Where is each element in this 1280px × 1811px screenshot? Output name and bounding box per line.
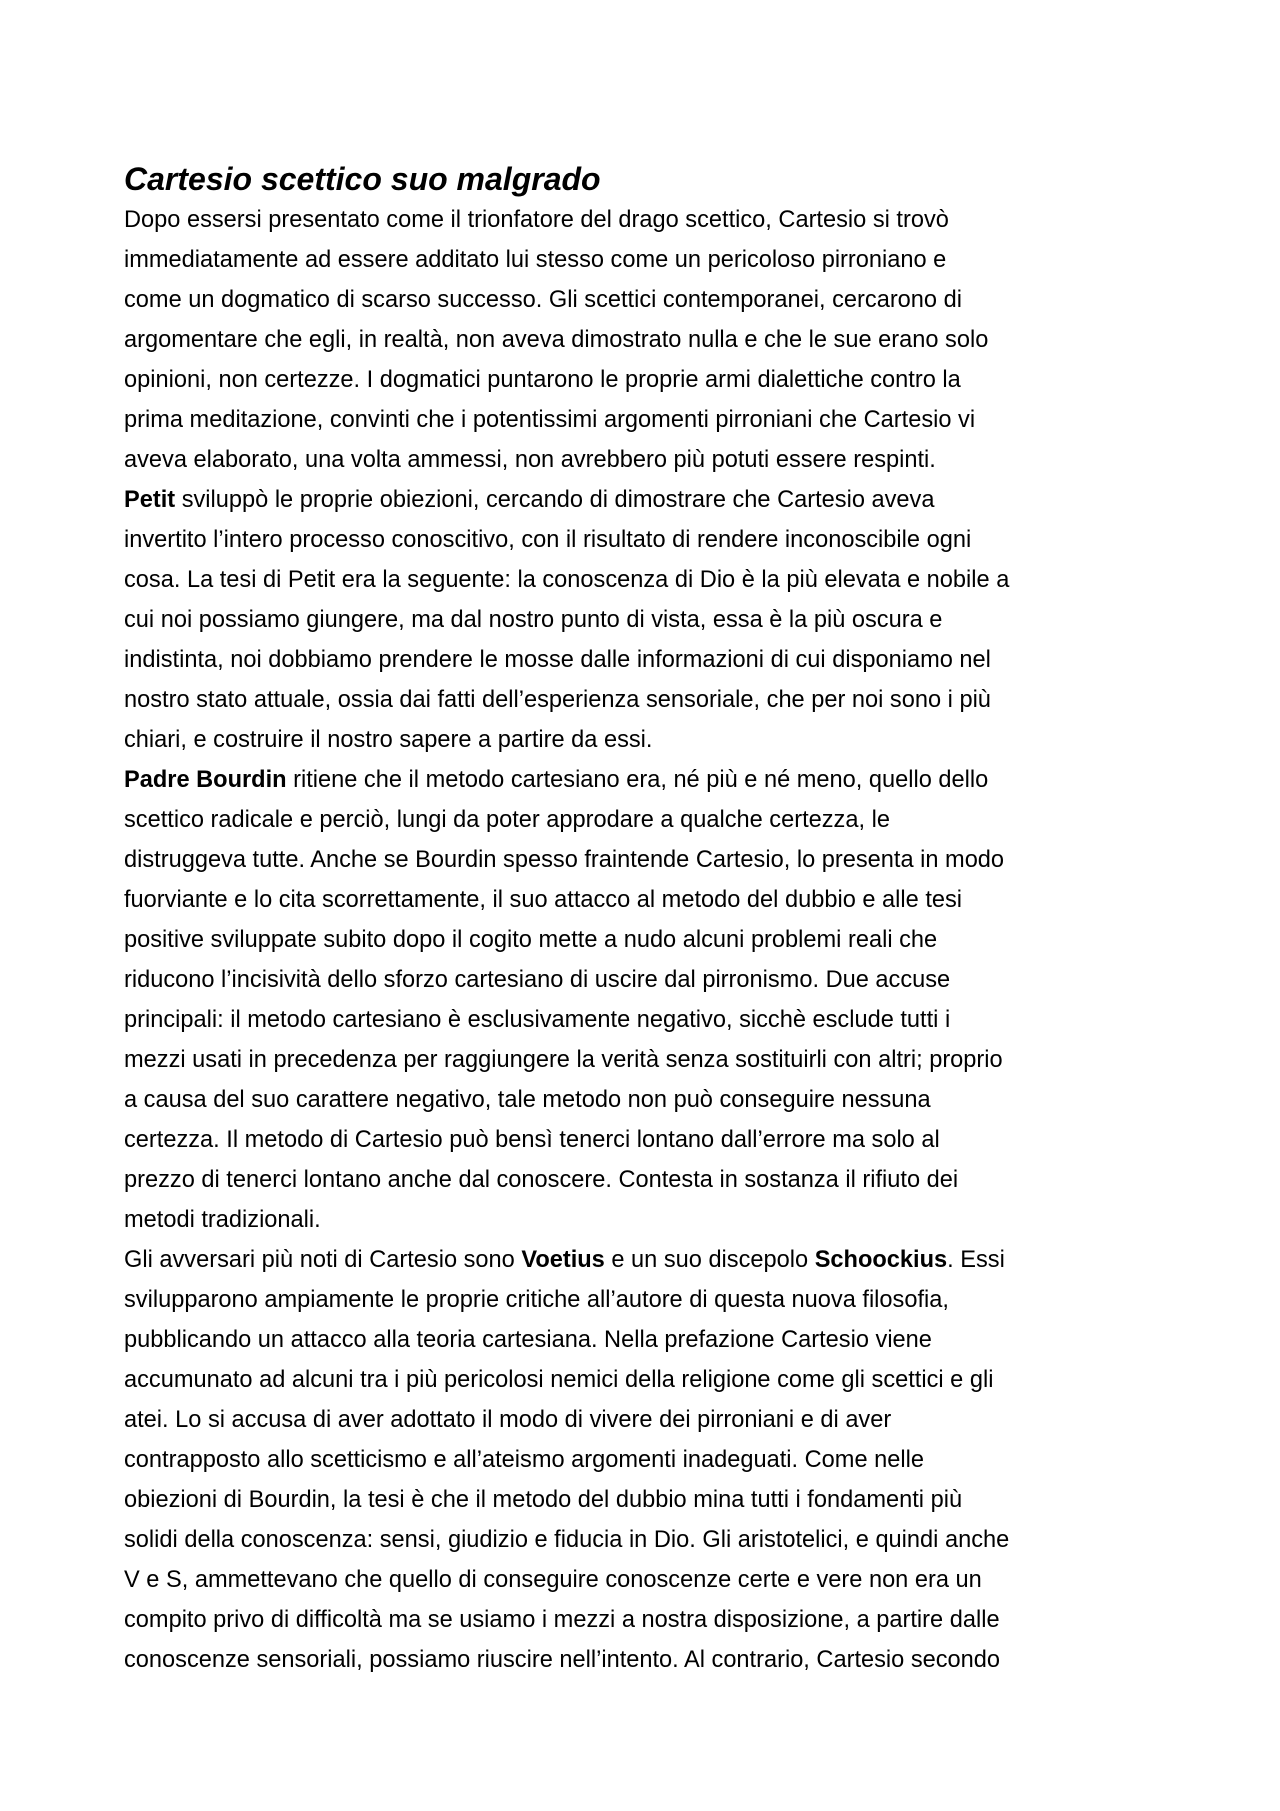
bold-name: Voetius — [521, 1247, 605, 1273]
text-segment: principali: il metodo cartesiano è esclusivamente negativo, sicchè esclude tutti i — [124, 1007, 951, 1033]
text-segment: invertito l’intero processo conoscitivo, con il risultato di rendere inconoscibile ogni — [124, 527, 972, 553]
text-line — [124, 1480, 1174, 1520]
document-body — [124, 200, 1174, 1680]
text-line — [124, 1080, 1174, 1120]
text-segment: certezza. Il metodo di Cartesio può bensì tenerci lontano dall’errore ma solo al — [124, 1127, 940, 1153]
text-line — [124, 280, 1174, 320]
text-line — [124, 1640, 1174, 1680]
bold-name: Padre Bourdin — [124, 767, 287, 793]
text-segment: . Essi — [947, 1247, 1005, 1273]
text-segment: chiari, e costruire il nostro sapere a partire da essi. — [124, 727, 653, 753]
text-line — [124, 400, 1174, 440]
text-segment: scettico radicale e perciò, lungi da poter approdare a qualche certezza, le — [124, 807, 890, 833]
text-line — [124, 840, 1174, 880]
text-line — [124, 1400, 1174, 1440]
text-segment: metodi tradizionali. — [124, 1207, 321, 1233]
text-segment: compito privo di difficoltà ma se usiamo i mezzi a nostra disposizione, a partire dalle — [124, 1607, 1000, 1633]
text-segment: riducono l’incisività dello sforzo cartesiano di uscire dal pirronismo. Due accuse — [124, 967, 951, 993]
text-segment: cui noi possiamo giungere, ma dal nostro punto di vista, essa è la più oscura e — [124, 607, 943, 633]
text-segment: V e S, ammettevano che quello di conseguire conoscenze certe e vere non era un — [124, 1567, 982, 1593]
document-title: Cartesio scettico suo malgrado — [124, 161, 601, 197]
text-line — [124, 1280, 1174, 1320]
text-line — [124, 1360, 1174, 1400]
paragraph — [124, 1240, 1174, 1680]
text-segment: mezzi usati in precedenza per raggiungere la verità senza sostituirli con altri; proprio — [124, 1047, 1003, 1073]
text-line — [124, 600, 1174, 640]
text-segment: accumunato ad alcuni tra i più pericolosi nemici della religione come gli scettici e gli — [124, 1367, 994, 1393]
text-segment: obiezioni di Bourdin, la tesi è che il metodo del dubbio mina tutti i fondamenti più — [124, 1487, 963, 1513]
text-segment: indistinta, noi dobbiamo prendere le mosse dalle informazioni di cui disponiamo nel — [124, 647, 991, 673]
text-segment: svilupparono ampiamente le proprie critiche all’autore di questa nuova filosofia, — [124, 1287, 949, 1313]
text-segment: a causa del suo carattere negativo, tale metodo non può conseguire nessuna — [124, 1087, 931, 1113]
text-segment: fuorviante e lo cita scorrettamente, il suo attacco al metodo del dubbio e alle tesi — [124, 887, 963, 913]
text-line — [124, 200, 1174, 240]
text-segment: Gli avversari più noti di Cartesio sono — [124, 1247, 522, 1273]
text-line — [124, 360, 1174, 400]
text-segment: prima meditazione, convinti che i potentissimi argomenti pirroniani che Cartesio vi — [124, 407, 976, 433]
text-line — [124, 320, 1174, 360]
text-segment: ritiene che il metodo cartesiano era, né più e né meno, quello dello — [286, 767, 989, 793]
text-line — [124, 240, 1174, 280]
text-line — [124, 680, 1174, 720]
text-line — [124, 800, 1174, 840]
text-line — [124, 720, 1174, 760]
text-segment: conoscenze sensoriali, possiamo riuscire nell’intento. Al contrario, Cartesio secondo — [124, 1647, 1001, 1673]
text-segment: sviluppò le proprie obiezioni, cercando di dimostrare che Cartesio aveva — [175, 487, 935, 513]
text-line — [124, 1240, 1174, 1280]
text-line — [124, 1560, 1174, 1600]
document-page — [124, 158, 1174, 1680]
text-line — [124, 920, 1174, 960]
text-segment: opinioni, non certezze. I dogmatici puntarono le proprie armi dialettiche contro la — [124, 367, 961, 393]
text-line — [124, 1520, 1174, 1560]
text-segment: distruggeva tutte. Anche se Bourdin spesso fraintende Cartesio, lo presenta in modo — [124, 847, 1005, 873]
text-line — [124, 1600, 1174, 1640]
text-segment: immediatamente ad essere additato lui stesso come un pericoloso pirroniano e — [124, 247, 947, 273]
bold-name: Schoockius — [814, 1247, 948, 1273]
text-line — [124, 640, 1174, 680]
text-line — [124, 1200, 1174, 1240]
paragraph — [124, 760, 1174, 1240]
text-line — [124, 1440, 1174, 1480]
text-segment: prezzo di tenerci lontano anche dal conoscere. Contesta in sostanza il rifiuto dei — [124, 1167, 959, 1193]
text-segment: Dopo essersi presentato come il trionfatore del drago scettico, Cartesio si trovò — [124, 207, 949, 233]
text-segment: come un dogmatico di scarso successo. Gli scettici contemporanei, cercarono di — [124, 287, 962, 313]
text-line — [124, 520, 1174, 560]
text-line — [124, 1320, 1174, 1360]
paragraph — [124, 200, 1174, 480]
text-segment: pubblicando un attacco alla teoria cartesiana. Nella prefazione Cartesio viene — [124, 1327, 932, 1353]
paragraph — [124, 480, 1174, 760]
text-line — [124, 560, 1174, 600]
text-segment: argomentare che egli, in realtà, non aveva dimostrato nulla e che le sue erano solo — [124, 327, 989, 353]
text-line — [124, 480, 1174, 520]
text-segment: e un suo discepolo — [604, 1247, 815, 1273]
text-segment: atei. Lo si accusa di aver adottato il modo di vivere dei pirroniani e di aver — [124, 1407, 892, 1433]
text-line — [124, 1120, 1174, 1160]
text-line — [124, 1160, 1174, 1200]
text-segment: contrapposto allo scetticismo e all’ateismo argomenti inadeguati. Come nelle — [124, 1447, 924, 1473]
text-segment: aveva elaborato, una volta ammessi, non avrebbero più potuti essere respinti. — [124, 447, 936, 473]
text-line — [124, 760, 1174, 800]
text-segment: positive sviluppate subito dopo il cogito mette a nudo alcuni problemi reali che — [124, 927, 938, 953]
text-line — [124, 1000, 1174, 1040]
text-segment: solidi della conoscenza: sensi, giudizio e fiducia in Dio. Gli aristotelici, e quindi anche — [124, 1527, 1010, 1553]
text-line — [124, 880, 1174, 920]
text-segment: cosa. La tesi di Petit era la seguente: la conoscenza di Dio è la più elevata e nobile a — [124, 567, 1010, 593]
text-line — [124, 440, 1174, 480]
text-line — [124, 1040, 1174, 1080]
text-segment: nostro stato attuale, ossia dai fatti dell’esperienza sensoriale, che per noi sono i più — [124, 687, 991, 713]
text-line — [124, 960, 1174, 1000]
bold-name: Petit — [124, 487, 176, 513]
